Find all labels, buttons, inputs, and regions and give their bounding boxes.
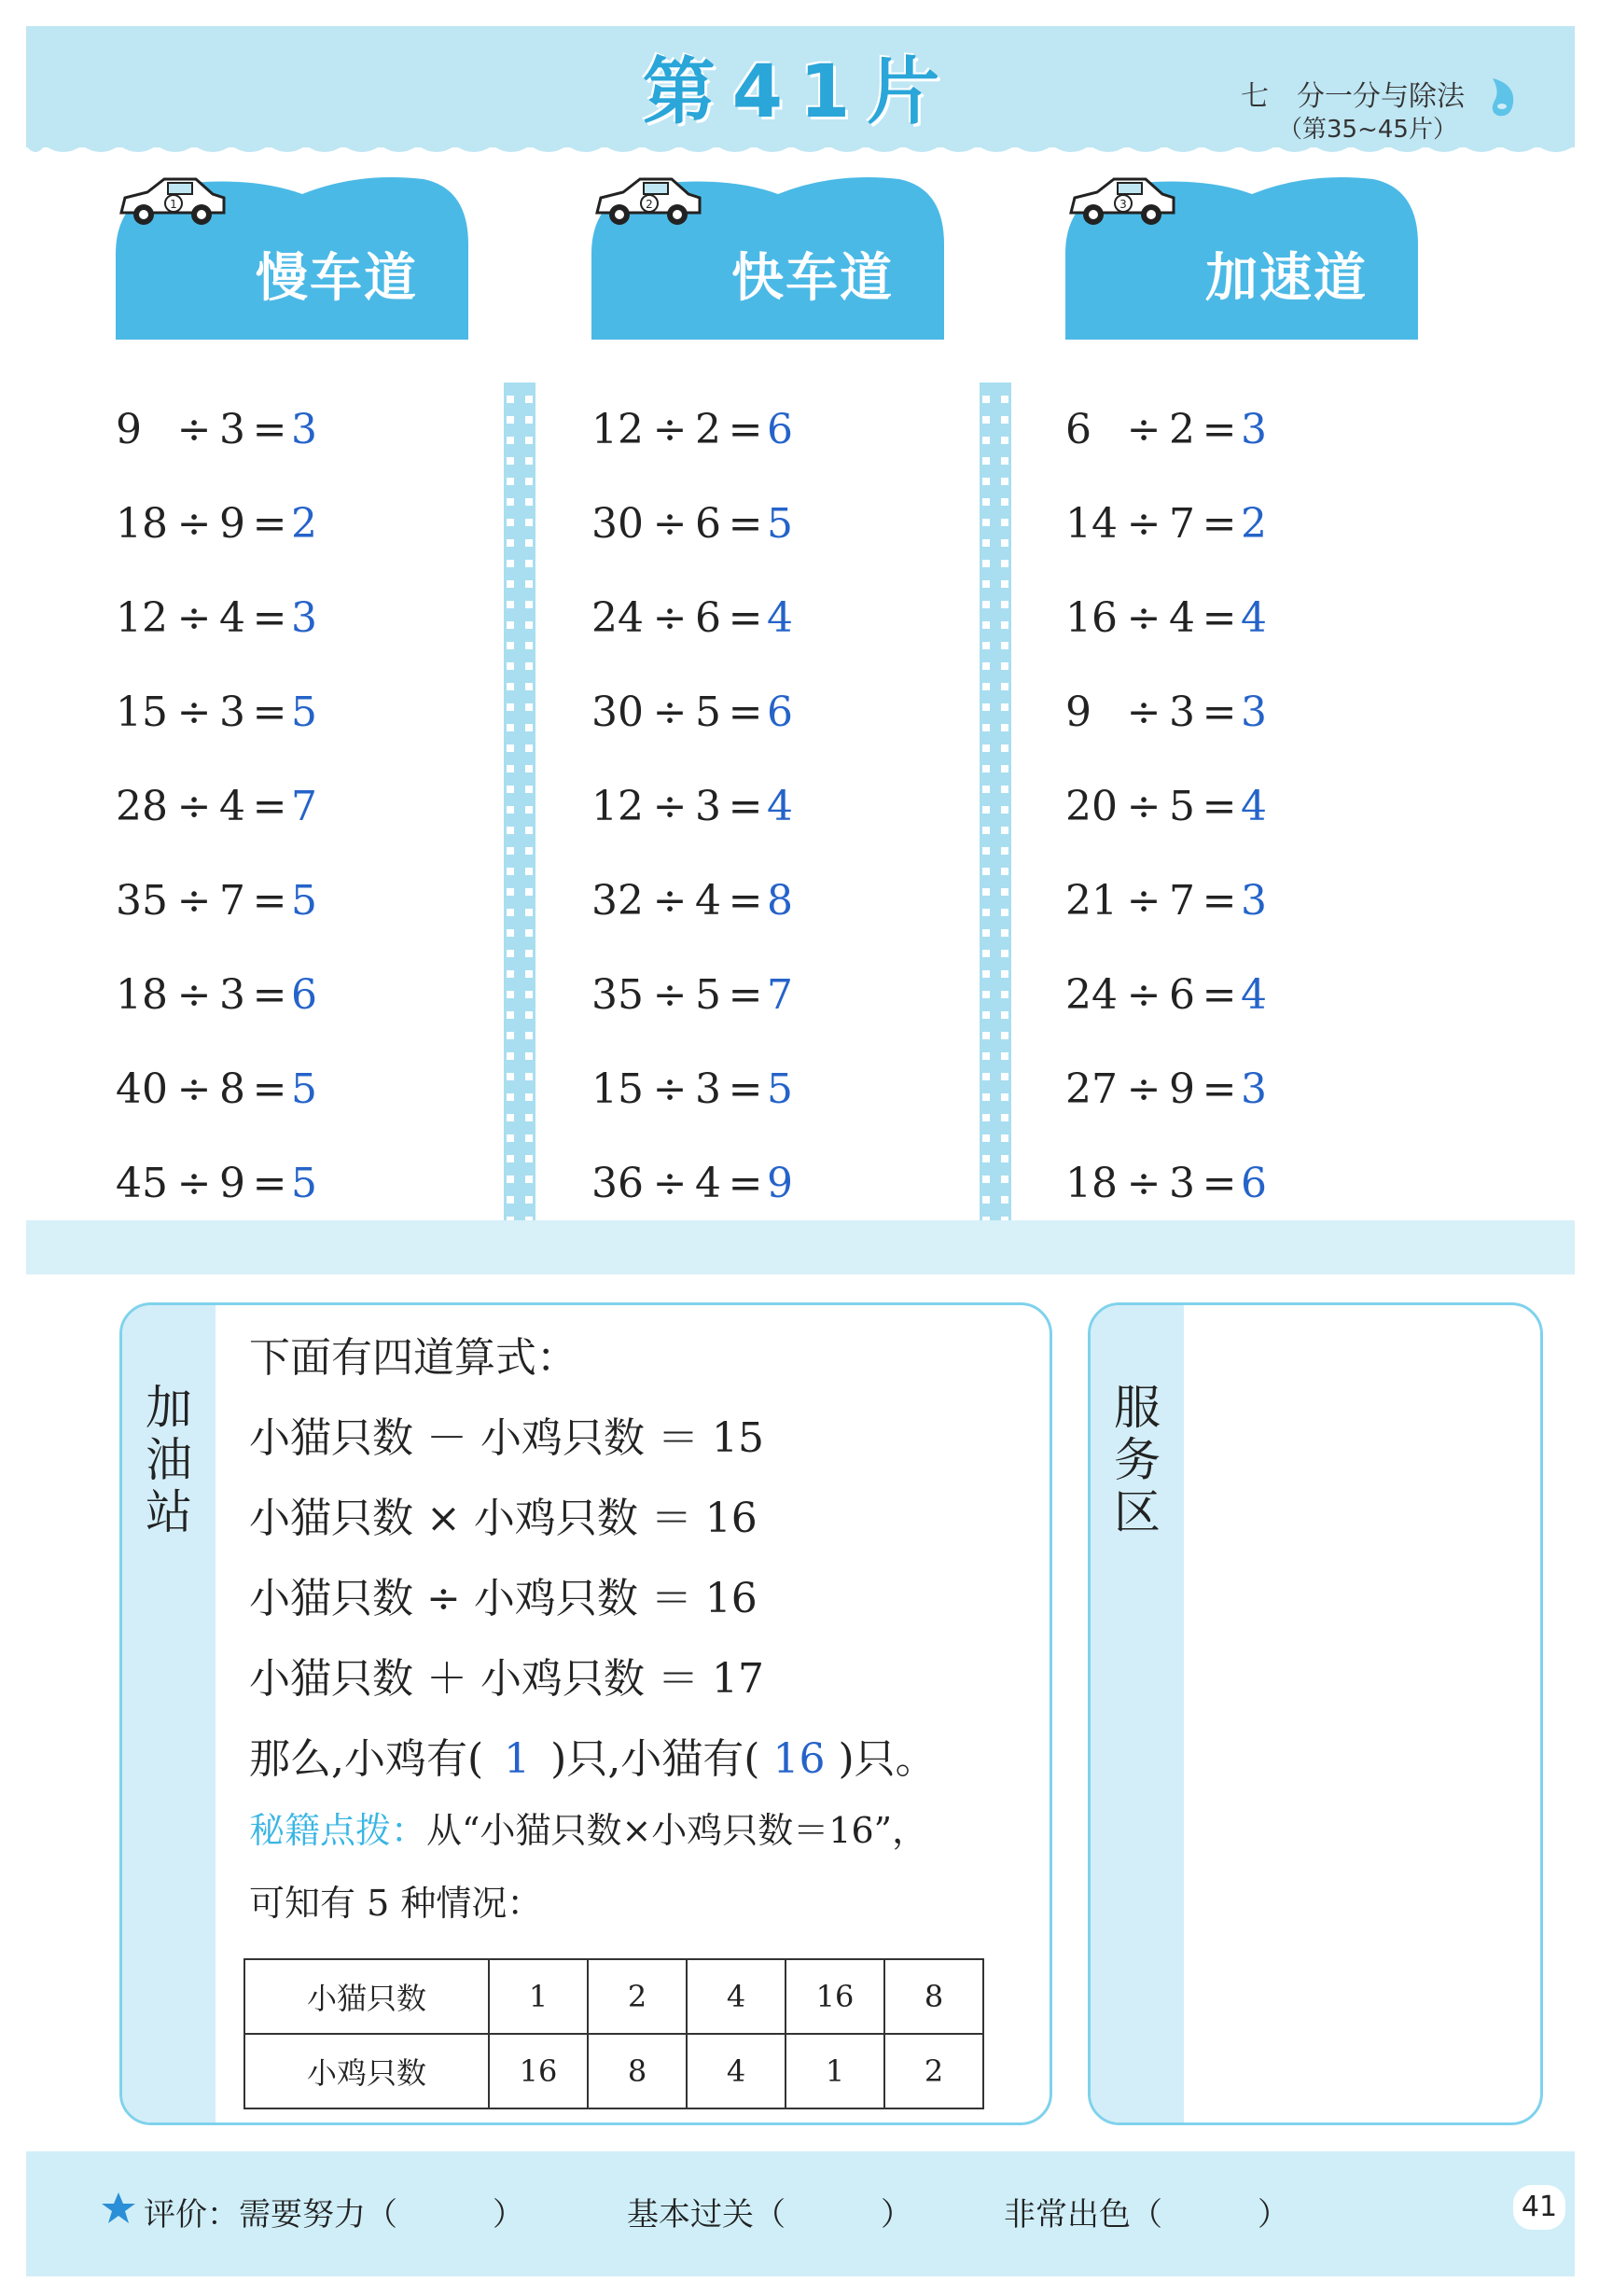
dividend: 6 (1065, 406, 1091, 453)
divisor: 3 (219, 971, 245, 1019)
divisor: 6 (695, 594, 721, 642)
dividend: 12 (591, 783, 644, 830)
equation-row (1065, 948, 1401, 1042)
film-strip-divider (504, 383, 535, 1222)
page-title: 第41片 (642, 50, 957, 134)
operator: ÷ (1126, 689, 1161, 736)
equals-sign: = (1202, 594, 1237, 642)
operator: ÷ (652, 783, 688, 830)
race-car-icon (116, 170, 228, 230)
table-cell: 4 (687, 1959, 786, 2034)
equation-column-accelerate (1065, 383, 1401, 1231)
divisor: 4 (695, 877, 721, 925)
table-header-cats: 小猫只数 (244, 1959, 489, 2034)
divisor: 3 (695, 1065, 721, 1113)
answer: 4 (767, 783, 793, 830)
question-line (249, 1725, 937, 1785)
equation-row (116, 665, 452, 759)
rating-basic-pass: 基本过关（ ） (627, 2196, 912, 2233)
operator: ÷ (176, 689, 212, 736)
equals-sign: = (252, 500, 287, 548)
film-strip-divider (980, 383, 1011, 1222)
station-side-label: 加油站 (146, 1381, 192, 1539)
equation-row (1065, 1136, 1401, 1231)
equation-row (1065, 477, 1401, 571)
lane-label: 加速道 (1205, 248, 1368, 309)
divisor: 9 (1169, 1065, 1195, 1113)
equals-sign: = (252, 1160, 287, 1207)
dividend: 27 (1065, 1065, 1118, 1113)
dividend: 18 (116, 500, 168, 548)
operator: ÷ (176, 594, 212, 642)
dividend: 15 (116, 689, 168, 736)
unit-range: （第35~45片） (1278, 116, 1457, 144)
equation-column-fast (591, 383, 927, 1231)
equals-sign: = (728, 783, 763, 830)
operator: ÷ (652, 1160, 688, 1207)
star-icon (101, 2191, 136, 2226)
equation-row (591, 854, 927, 948)
dividend: 36 (591, 1160, 644, 1207)
equals-sign: = (1202, 877, 1237, 925)
car-number: 1 (170, 198, 177, 211)
dividend: 40 (116, 1065, 168, 1113)
answer: 3 (1241, 1065, 1267, 1113)
equals-sign: = (728, 877, 763, 925)
table-row (244, 2034, 983, 2108)
equals-sign: = (1202, 1160, 1237, 1207)
dividend: 21 (1065, 877, 1118, 925)
question-part: 那么,小鸡有( (249, 1735, 484, 1783)
equation-column-slow (116, 383, 452, 1231)
equation-row (116, 1136, 452, 1231)
equals-sign: = (728, 500, 763, 548)
service-side-label: 服务区 (1114, 1381, 1161, 1539)
divisor: 7 (1169, 500, 1195, 548)
operator: ÷ (1126, 971, 1161, 1019)
operator: ÷ (1126, 877, 1161, 925)
car-number: 3 (1119, 198, 1127, 211)
lane-label: 快车道 (731, 248, 894, 309)
answer: 3 (291, 594, 317, 642)
service-area-box (1088, 1302, 1543, 2125)
answer: 5 (767, 1065, 793, 1113)
equation-row (591, 477, 927, 571)
equation-row (1065, 759, 1401, 854)
question-part: )只,小猫有( (550, 1735, 760, 1783)
table-row (244, 1959, 983, 2034)
divisor: 4 (695, 1160, 721, 1207)
divisor: 3 (219, 406, 245, 453)
equals-sign: = (728, 406, 763, 453)
dividend: 30 (591, 689, 644, 736)
answer: 9 (767, 1160, 793, 1207)
equals-sign: = (1202, 500, 1237, 548)
answer: 7 (767, 971, 793, 1019)
dividend: 45 (116, 1160, 168, 1207)
answer: 6 (1241, 1160, 1267, 1207)
equals-sign: = (728, 689, 763, 736)
divisor: 6 (1169, 971, 1195, 1019)
page-number: 41 (1513, 2185, 1565, 2230)
operator: ÷ (176, 1065, 212, 1113)
dividend: 16 (1065, 594, 1118, 642)
divisor: 4 (1169, 594, 1195, 642)
race-car-icon (591, 170, 703, 230)
equals-sign: = (1202, 406, 1237, 453)
answer: 7 (291, 783, 317, 830)
equation-row (1065, 1042, 1401, 1136)
table-cell: 1 (489, 1959, 588, 2034)
dividend: 24 (591, 594, 644, 642)
equation-row (116, 1042, 452, 1136)
equals-sign: = (1202, 783, 1237, 830)
dividend: 12 (116, 594, 168, 642)
problem-intro: 下面有四道算式： (249, 1334, 577, 1382)
operator: ÷ (176, 971, 212, 1019)
equation-row (591, 665, 927, 759)
rating-needs-effort: 评价：需要努力（ ） (144, 2196, 524, 2233)
middle-band (26, 1220, 1575, 1274)
refuel-station-box (119, 1302, 1052, 2125)
equation-row (116, 571, 452, 665)
equation-line: 小猫只数 ＋ 小鸡只数 ＝ 17 (249, 1655, 764, 1703)
equation-row (116, 854, 452, 948)
divisor: 5 (695, 689, 721, 736)
equals-sign: = (252, 594, 287, 642)
operator: ÷ (1126, 1160, 1161, 1207)
hint-text: 从“小猫只数×小鸡只数＝16”， (426, 1810, 928, 1851)
operator: ÷ (176, 877, 212, 925)
table-cell: 2 (588, 1959, 687, 2034)
operator: ÷ (1126, 594, 1161, 642)
lane-label: 慢车道 (256, 248, 418, 309)
car-number: 2 (646, 198, 653, 211)
dividend: 12 (591, 406, 644, 453)
operator: ÷ (176, 406, 212, 453)
divisor: 9 (219, 500, 245, 548)
answer: 5 (291, 877, 317, 925)
divisor: 4 (219, 783, 245, 830)
equation-row (1065, 383, 1401, 477)
divisor: 2 (695, 406, 721, 453)
equals-sign: = (728, 1065, 763, 1113)
table-cell: 8 (588, 2034, 687, 2108)
dividend: 35 (116, 877, 168, 925)
dividend: 35 (591, 971, 644, 1019)
divisor: 4 (219, 594, 245, 642)
equals-sign: = (252, 406, 287, 453)
cats-answer: 16 (772, 1735, 826, 1783)
answer: 4 (1241, 971, 1267, 1019)
divisor: 3 (695, 783, 721, 830)
equals-sign: = (252, 689, 287, 736)
dividend: 18 (116, 971, 168, 1019)
answer: 3 (1241, 877, 1267, 925)
table-cell: 8 (884, 1959, 983, 2034)
equals-sign: = (1202, 971, 1237, 1019)
cases-table (243, 1958, 984, 2109)
divisor: 3 (1169, 1160, 1195, 1207)
dividend: 24 (1065, 971, 1118, 1019)
operator: ÷ (176, 1160, 212, 1207)
divisor: 7 (1169, 877, 1195, 925)
answer: 2 (1241, 500, 1267, 548)
answer: 6 (767, 689, 793, 736)
dividend: 32 (591, 877, 644, 925)
answer: 4 (1241, 594, 1267, 642)
equation-row (116, 948, 452, 1042)
equation-row (116, 477, 452, 571)
operator: ÷ (1126, 406, 1161, 453)
equals-sign: = (252, 783, 287, 830)
equation-row (1065, 854, 1401, 948)
table-cell: 1 (786, 2034, 884, 2108)
hint-line (249, 1802, 927, 1853)
divisor: 3 (219, 689, 245, 736)
question-part: )只。 (838, 1735, 937, 1783)
equation-row (591, 948, 927, 1042)
divisor: 2 (1169, 406, 1195, 453)
equals-sign: = (728, 594, 763, 642)
table-cell: 16 (786, 1959, 884, 2034)
lane-tab-fast (591, 170, 944, 340)
equals-sign: = (252, 1065, 287, 1113)
equation-row (591, 383, 927, 477)
chicks-answer: 1 (504, 1735, 531, 1783)
equation-row (116, 383, 452, 477)
equation-row (591, 759, 927, 854)
table-cell: 16 (489, 2034, 588, 2108)
equation-row (116, 759, 452, 854)
equation-row (1065, 571, 1401, 665)
unit-title: 七 分一分与除法 (1241, 80, 1465, 113)
equation-row (591, 1136, 927, 1231)
table-cell: 2 (884, 2034, 983, 2108)
equation-row (1065, 665, 1401, 759)
dividend: 9 (116, 406, 142, 453)
operator: ÷ (652, 406, 688, 453)
operator: ÷ (652, 689, 688, 736)
hint-text-2: 可知有 5 种情况： (249, 1883, 543, 1924)
divisor: 5 (695, 971, 721, 1019)
table-header-chicks: 小鸡只数 (244, 2034, 489, 2108)
answer: 6 (767, 406, 793, 453)
dividend: 15 (591, 1065, 644, 1113)
answer: 8 (767, 877, 793, 925)
answer: 6 (291, 971, 317, 1019)
equals-sign: = (728, 971, 763, 1019)
equals-sign: = (728, 1160, 763, 1207)
cases-table-wrap (243, 1958, 984, 2109)
operator: ÷ (1126, 783, 1161, 830)
lane-tab-slow (116, 170, 468, 340)
answer: 5 (291, 1065, 317, 1113)
answer: 3 (1241, 689, 1267, 736)
operator: ÷ (652, 877, 688, 925)
answer: 5 (767, 500, 793, 548)
dividend: 9 (1065, 689, 1091, 736)
droplet-icon (1483, 75, 1521, 121)
divisor: 5 (1169, 783, 1195, 830)
divisor: 6 (695, 500, 721, 548)
equation-line: 小猫只数 ÷ 小鸡只数 ＝ 16 (249, 1575, 758, 1622)
answer: 4 (1241, 783, 1267, 830)
operator: ÷ (652, 971, 688, 1019)
operator: ÷ (176, 783, 212, 830)
dividend: 20 (1065, 783, 1118, 830)
divisor: 9 (219, 1160, 245, 1207)
answer: 3 (291, 406, 317, 453)
divisor: 8 (219, 1065, 245, 1113)
equation-line: 小猫只数 － 小鸡只数 ＝ 15 (249, 1414, 764, 1462)
equation-row (591, 1042, 927, 1136)
equals-sign: = (1202, 689, 1237, 736)
table-cell: 4 (687, 2034, 786, 2108)
lane-tab-accelerate (1065, 170, 1418, 340)
race-car-icon (1065, 170, 1177, 230)
dividend: 30 (591, 500, 644, 548)
answer: 4 (767, 594, 793, 642)
equation-row (591, 571, 927, 665)
equals-sign: = (1202, 1065, 1237, 1113)
operator: ÷ (652, 594, 688, 642)
hint-label: 秘籍点拨： (249, 1810, 427, 1851)
divisor: 3 (1169, 689, 1195, 736)
equals-sign: = (252, 971, 287, 1019)
operator: ÷ (176, 500, 212, 548)
answer: 5 (291, 1160, 317, 1207)
answer: 5 (291, 689, 317, 736)
operator: ÷ (652, 500, 688, 548)
rating-excellent: 非常出色（ ） (1004, 2196, 1289, 2233)
dividend: 18 (1065, 1160, 1118, 1207)
equation-line: 小猫只数 × 小鸡只数 ＝ 16 (249, 1495, 758, 1542)
answer: 3 (1241, 406, 1267, 453)
operator: ÷ (652, 1065, 688, 1113)
dividend: 14 (1065, 500, 1118, 548)
dividend: 28 (116, 783, 168, 830)
operator: ÷ (1126, 500, 1161, 548)
answer: 2 (291, 500, 317, 548)
operator: ÷ (1126, 1065, 1161, 1113)
divisor: 7 (219, 877, 245, 925)
equals-sign: = (252, 877, 287, 925)
